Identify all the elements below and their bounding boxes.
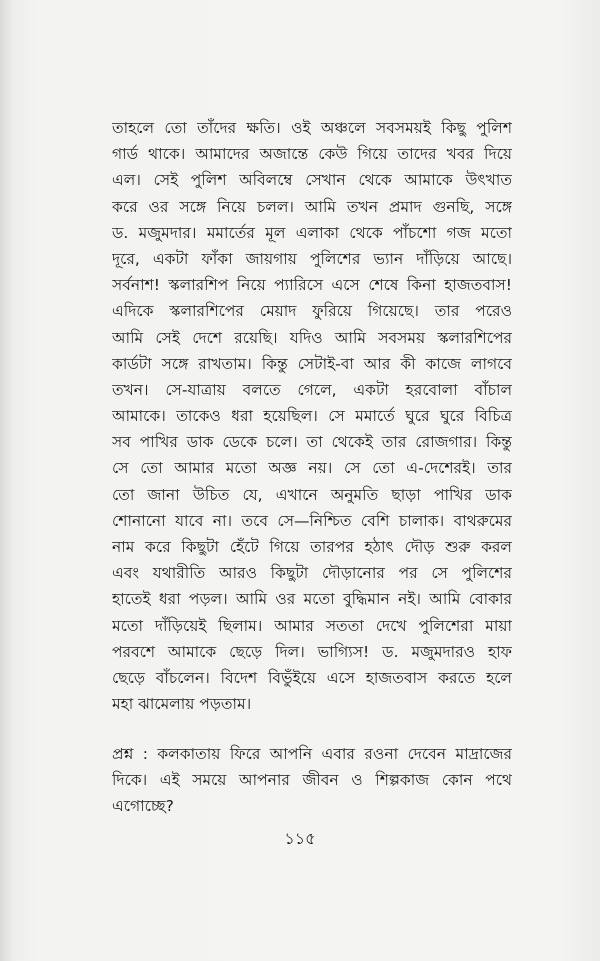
- question-line: এগোচ্ছে?: [112, 797, 174, 816]
- body-line: করে ওর সঙ্গে নিয়ে চলল। আমি তখন প্রমাদ গুনছি, সঙ্গে: [112, 197, 512, 216]
- body-line: এদিকে স্কলারশিপের মেয়াদ ফুরিয়ে গিয়েছে। তার পরেও: [112, 302, 512, 321]
- body-line: আমাকে। তাকেও ধরা হয়েছিল। সে মমার্তে ঘুরে ঘুরে বিচিত্র: [112, 407, 512, 426]
- body-line: সব পাখির ডাক ডেকে চলে। তা থেকেই তার রোজগার। কিন্তু: [112, 433, 512, 452]
- body-line: সর্বনাশ! স্কলারশিপ নিয়ে প্যারিসে এসে শেষে কিনা হাজতবাস!: [112, 276, 512, 295]
- body-line: ছেড়ে বাঁচলেন। বিদেশ বিভুঁইয়ে এসে হাজতবাস করতে হলে: [112, 668, 512, 687]
- body-line: আমি সেই দেশে রয়েছি। যদিও আমি সবসময় স্কলারশিপের: [112, 328, 512, 347]
- question-line: প্রশ্ন : কলকাতায় ফিরে আপনি এবার রওনা দেবেন মাদ্রাজের: [112, 745, 512, 763]
- body-line: মতো দাঁড়িয়েই ছিলাম। আমার সততা দেখে পুলিশেরা মায়া: [112, 616, 512, 635]
- body-line: শোনানো যাবে না। তবে সে—নিশ্চিত বেশি চালাক। বাথরুমের: [112, 511, 512, 530]
- body-line: মহা ঝামেলায় পড়তাম।: [112, 695, 252, 714]
- body-line: এবং যথারীতি আরও কিছুটা দৌড়ানোর পর সে পুলিশের: [112, 564, 512, 583]
- body-paragraph: [112, 115, 512, 717]
- body-line: গার্ড থাকে। আমাদের অজান্তে কেউ গিয়ে তাদের খবর দিয়ে: [112, 145, 512, 164]
- body-line: দূরে, একটা ফাঁকা জায়গায় পুলিশের ভ্যান দাঁড়িয়ে আছে।: [112, 249, 512, 268]
- question-line: দিকে। এই সময়ে আপনার জীবন ও শিল্পকাজ কোন পথে: [112, 771, 512, 790]
- body-line: এল। সেই পুলিশ অবিলম্বে সেখান থেকে আমাকে উৎখাত: [112, 171, 512, 190]
- body-line: ড. মজুমদার। মমার্তের মূল এলাকা থেকে পাঁচশো গজ মতো: [112, 223, 512, 242]
- body-line: কার্ডটা সঙ্গে রাখতাম। কিন্তু সেটাই-বা আর কী কাজে লাগবে: [112, 354, 512, 373]
- body-line: পরবশে আমাকে ছেড়ে দিল। ভাগ্যিস! ড. মজুমদারও হাফ: [112, 642, 512, 661]
- body-line: সে তো আমার মতো অজ্ঞ নয়। সে তো এ-দেশেরই। তার: [112, 459, 512, 478]
- body-line: হাতেই ধরা পড়ল। আমি ওর মতো বুদ্ধিমান নই। আমি বোকার: [112, 590, 512, 609]
- interview-question: [112, 741, 512, 820]
- page-number: ১১৫: [284, 829, 316, 848]
- body-line: তাহলে তো তাঁদের ক্ষতি। ওই অঞ্চলে সবসময়ই কিছু পুলিশ: [112, 119, 512, 137]
- body-line: নাম করে কিছুটা হেঁটে গিয়ে তারপর হঠাৎ দৌড় শুরু করল: [112, 538, 512, 556]
- body-line: তখন। সে-যাত্রায় বলতে গেলে, একটা হরবোলা বাঁচাল: [112, 380, 512, 399]
- body-line: তো জানা উচিত যে, এখানে অনুমতি ছাড়া পাখির ডাক: [112, 485, 512, 504]
